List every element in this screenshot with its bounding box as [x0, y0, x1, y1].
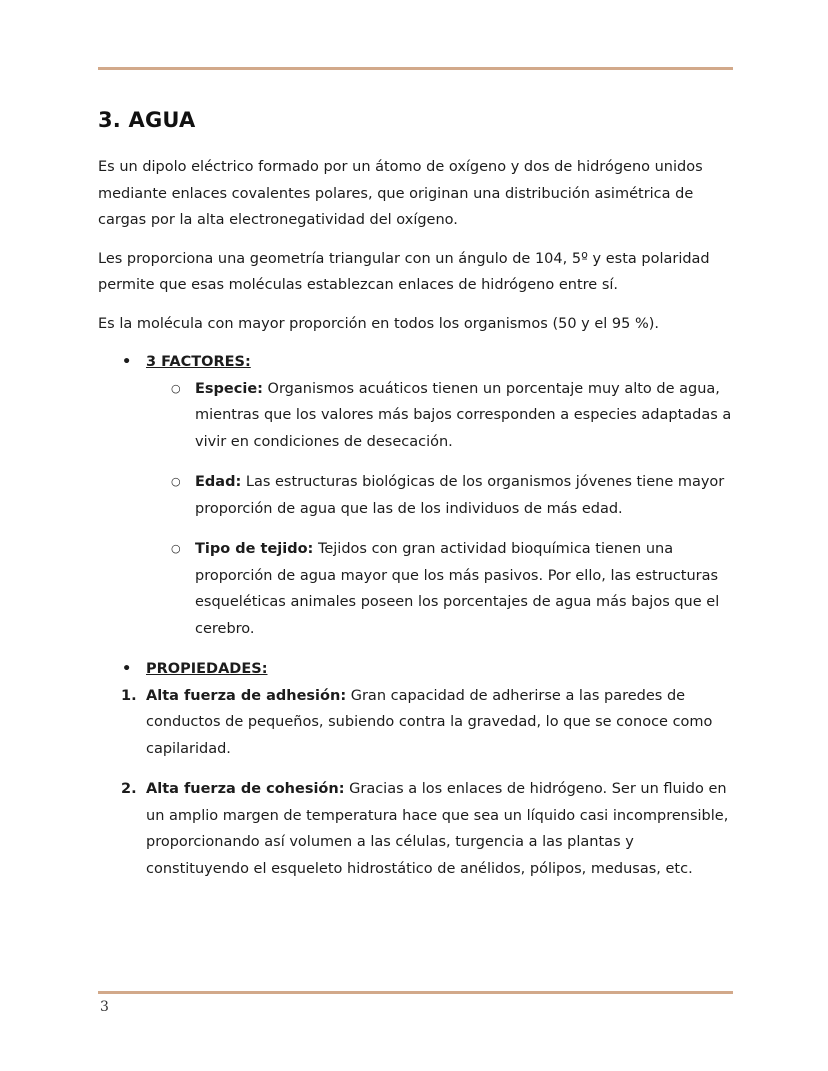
footer-rule — [98, 991, 733, 994]
paragraph-dipole: Es un dipolo eléctrico formado por un átomo de oxígeno y dos de hidrógeno unidos mediante enlaces covalentes polares, que originan una distribución asimétrica de cargas por la alta electronegatividad del oxígeno. — [98, 159, 703, 228]
header-rule — [98, 67, 733, 70]
section-title: 3. AGUA — [98, 108, 196, 132]
factor-item — [98, 536, 738, 642]
properties-heading: PROPIEDADES: — [146, 661, 268, 677]
factor-term: Edad: — [195, 474, 242, 490]
factor-item — [98, 376, 738, 456]
property-number: 2. — [121, 781, 137, 797]
page-number: 3 — [100, 999, 109, 1015]
property-text: Gracias a los enlaces de hidrógeno. Ser un fluido en un amplio margen de temperatura hace que sea un líquido casi incomprensible, proporcionando así volumen a las células, turgencia a las plantas y constituyendo el esqueleto hidrostático de anélidos, pólipos, medusas, etc. — [146, 781, 729, 877]
properties-heading-item — [98, 656, 738, 683]
property-number: 1. — [121, 687, 137, 704]
property-item — [98, 683, 738, 763]
property-item — [98, 776, 738, 882]
property-term: Alta fuerza de adhesión: — [146, 687, 347, 704]
paragraph-proportion: Es la molécula con mayor proporción en todos los organismos (50 y el 95 %). — [98, 315, 660, 332]
bullet-dot-icon: • — [122, 354, 132, 370]
bullet-dot-icon: • — [122, 661, 132, 677]
document-body — [98, 108, 738, 896]
factors-heading-item — [98, 349, 738, 376]
circle-bullet-icon: ○ — [171, 381, 181, 395]
factors-heading: 3 FACTORES: — [146, 354, 251, 370]
factor-term: Tipo de tejido: — [195, 541, 314, 557]
factor-text: Tejidos con gran actividad bioquímica tienen una proporción de agua mayor que los más pasivos. Por ello, las estructuras esqueléticas animales poseen los porcentajes de agua más bajos que el cerebro. — [195, 541, 720, 637]
circle-bullet-icon: ○ — [171, 542, 181, 555]
property-term: Alta fuerza de cohesión: — [146, 781, 345, 797]
property-text: Gran capacidad de adherirse a las paredes de conductos de pequeños, subiendo contra la gravedad, lo que se conoce como capilaridad. — [146, 687, 713, 757]
circle-bullet-icon: ○ — [171, 475, 181, 488]
factors-list — [98, 376, 738, 643]
factor-term: Especie: — [195, 380, 263, 397]
factor-text: Las estructuras biológicas de los organismos jóvenes tiene mayor proporción de agua que las de los individuos de más edad. — [195, 474, 725, 517]
paragraph-geometry: Les proporciona una geometría triangular con un ángulo de 104, 5º y esta polaridad permite que esas moléculas establezcan enlaces de hidrógeno entre sí. — [98, 250, 710, 293]
factor-text: Organismos acuáticos tienen un porcentaje muy alto de agua, mientras que los valores más bajos corresponden a especies adaptadas a vivir en condiciones de desecación. — [195, 380, 732, 450]
factor-item — [98, 469, 738, 522]
